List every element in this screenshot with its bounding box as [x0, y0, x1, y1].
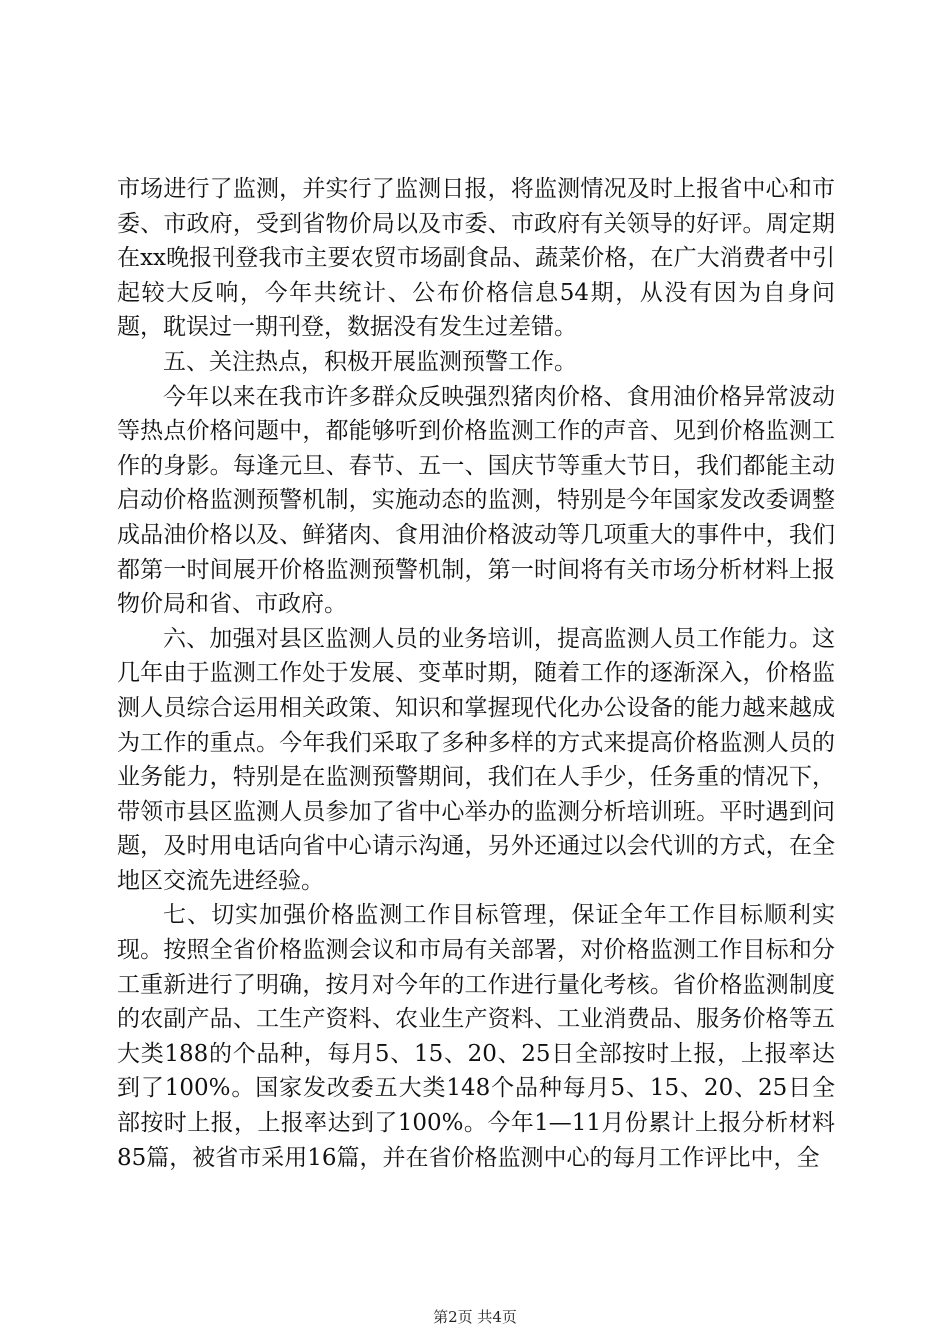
paragraph-hotspot-monitoring: 今年以来在我市许多群众反映强烈猪肉价格、食用油价格异常波动等热点价格问题中，都能够听到价格监测工作的声音、见到价格监测工作的身影。每逢元旦、春节、五一、国庆节等重大节日，我们都能主动启动价格监测预警机制，实施动态的监测，特别是今年国家发改委调整成品油价格以及、鲜猪肉、食用油价格波动等几项重大的事件中，我们都第一时间展开价格监测预警机制，第一时间将有关市场分析材料上报物价局和省、市政府。 — [117, 383, 835, 618]
section-seven-goal-management: 七、切实加强价格监测工作目标管理，保证全年工作目标顺利实现。按照全省价格监测会议和市局有关部署，对价格监测工作目标和分工重新进行了明确，按月对今年的工作进行量化考核。省价格监测制度的农副产品、工生产资料、农业生产资料、工业消费品、服务价格等五大类188的个品种，每月5、15、20、25日全部按时上报，上报率达到了100%。国家发改委五大类148个品种每月5、15、20、25日全部按时上报，上报率达到了100%。今年1—11月份累计上报分析材料85篇，被省市采用16篇，并在省价格监测中心的每月工作评比中，全 — [117, 902, 835, 1171]
document-body — [117, 172, 835, 1175]
section-heading-five: 五、关注热点，积极开展监测预警工作。 — [163, 348, 577, 375]
page-number-footer: 第2页 共4页 — [433, 1308, 517, 1326]
section-six-training: 六、加强对县区监测人员的业务培训，提高监测人员工作能力。这几年由于监测工作处于发展、变革时期，随着工作的逐渐深入，价格监测人员综合运用相关政策、知识和掌握现代化办公设备的能力越来越成为工作的重点。今年我们采取了多种多样的方式来提高价格监测人员的业务能力，特别是在监测预警期间，我们在人手少，任务重的情况下，带领市县区监测人员参加了省中心举办的监测分析培训班。平时遇到问题，及时用电话向省中心请示沟通，另外还通过以会代训的方式，在全地区交流先进经验。 — [117, 625, 835, 894]
paragraph-continuation: 市场进行了监测，并实行了监测日报，将监测情况及时上报省中心和市委、市政府，受到省物价局以及市委、市政府有关领导的好评。周定期在xx晚报刊登我市主要农贸市场副食品、蔬菜价格，在广大消费者中引起较大反响，今年共统计、公布价格信息54期，从没有因为自身问题，耽误过一期刊登，数据没有发生过差错。 — [117, 176, 835, 341]
